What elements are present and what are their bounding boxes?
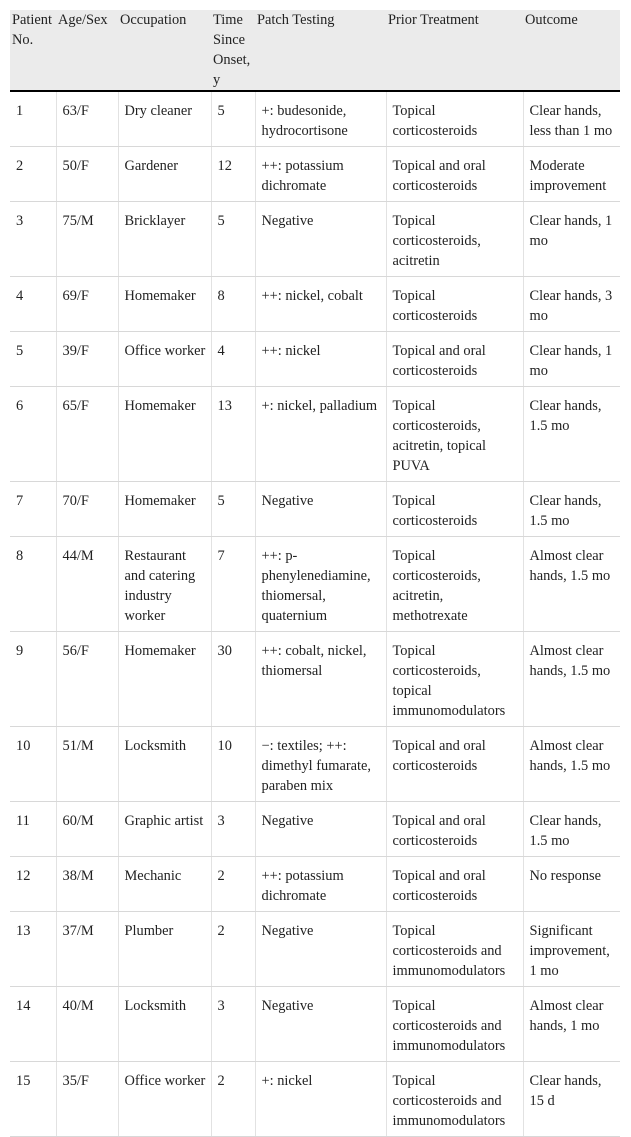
header-occupation: Occupation [118, 10, 211, 91]
cell-occupation: Homemaker [118, 277, 211, 332]
cell-time-since-onset: 10 [211, 727, 255, 802]
header-outcome: Outcome [523, 10, 620, 91]
cell-occupation: Restaurant and catering industry worker [118, 537, 211, 632]
cell-patient-no: 9 [10, 632, 56, 727]
cell-age-sex: 60/M [56, 802, 118, 857]
cell-occupation: Office worker [118, 332, 211, 387]
cell-patch-testing: Negative [255, 987, 386, 1062]
cell-time-since-onset: 7 [211, 537, 255, 632]
cell-outcome: Almost clear hands, 1 mo [523, 987, 620, 1062]
cell-occupation: Graphic artist [118, 802, 211, 857]
header-patient-no: Patient No. [10, 10, 56, 91]
table-row [10, 987, 620, 1062]
cell-patch-testing: ++: nickel, cobalt [255, 277, 386, 332]
cell-outcome: Clear hands, 1 mo [523, 332, 620, 387]
cell-prior-treatment: Topical corticosteroids, acitretin [386, 202, 523, 277]
table-row [10, 482, 620, 537]
cell-occupation: Gardener [118, 147, 211, 202]
cell-patient-no: 6 [10, 387, 56, 482]
cell-patch-testing: Negative [255, 482, 386, 537]
cell-time-since-onset: 3 [211, 802, 255, 857]
cell-outcome: Clear hands, 1.5 mo [523, 387, 620, 482]
cell-prior-treatment: Topical and oral corticosteroids [386, 802, 523, 857]
cell-patch-testing: +: nickel [255, 1062, 386, 1137]
cell-age-sex: 75/M [56, 202, 118, 277]
cell-age-sex: 35/F [56, 1062, 118, 1137]
table-row [10, 1062, 620, 1137]
cell-outcome: Clear hands, 1.5 mo [523, 802, 620, 857]
cell-patch-testing: ++: nickel [255, 332, 386, 387]
cell-patient-no: 13 [10, 912, 56, 987]
cell-outcome: No response [523, 857, 620, 912]
table-row [10, 632, 620, 727]
cell-age-sex: 69/F [56, 277, 118, 332]
cell-time-since-onset: 12 [211, 147, 255, 202]
cell-age-sex: 56/F [56, 632, 118, 727]
cell-occupation: Mechanic [118, 857, 211, 912]
cell-time-since-onset: 5 [211, 482, 255, 537]
cell-time-since-onset: 2 [211, 1062, 255, 1137]
header-age-sex: Age/Sex [56, 10, 118, 91]
cell-prior-treatment: Topical and oral corticosteroids [386, 147, 523, 202]
table-row [10, 332, 620, 387]
cell-patch-testing: ++: p-phenylenediamine, thiomersal, quaternium [255, 537, 386, 632]
cell-age-sex: 39/F [56, 332, 118, 387]
cell-occupation: Plumber [118, 912, 211, 987]
cell-prior-treatment: Topical corticosteroids and immunomodulators [386, 912, 523, 987]
cell-outcome: Almost clear hands, 1.5 mo [523, 537, 620, 632]
cell-patch-testing: +: nickel, palladium [255, 387, 386, 482]
cell-age-sex: 51/M [56, 727, 118, 802]
cell-prior-treatment: Topical corticosteroids and immunomodulators [386, 1062, 523, 1137]
cell-patient-no: 1 [10, 91, 56, 147]
cell-patient-no: 12 [10, 857, 56, 912]
header-time-since-onset: Time Since Onset, y [211, 10, 255, 91]
header-row [10, 10, 620, 91]
patient-table-container [10, 10, 620, 1137]
table-header [10, 10, 620, 91]
cell-occupation: Bricklayer [118, 202, 211, 277]
cell-patient-no: 10 [10, 727, 56, 802]
cell-patch-testing: Negative [255, 802, 386, 857]
table-row [10, 91, 620, 147]
cell-patient-no: 4 [10, 277, 56, 332]
cell-age-sex: 37/M [56, 912, 118, 987]
cell-outcome: Clear hands, 15 d [523, 1062, 620, 1137]
cell-patch-testing: ++: potassium dichromate [255, 857, 386, 912]
table-row [10, 912, 620, 987]
table-row [10, 857, 620, 912]
cell-patch-testing: Negative [255, 202, 386, 277]
cell-outcome: Almost clear hands, 1.5 mo [523, 632, 620, 727]
cell-patient-no: 11 [10, 802, 56, 857]
cell-age-sex: 38/M [56, 857, 118, 912]
cell-patient-no: 3 [10, 202, 56, 277]
cell-time-since-onset: 13 [211, 387, 255, 482]
cell-time-since-onset: 2 [211, 857, 255, 912]
cell-outcome: Significant improvement, 1 mo [523, 912, 620, 987]
cell-age-sex: 65/F [56, 387, 118, 482]
cell-outcome: Clear hands, 3 mo [523, 277, 620, 332]
table-row [10, 537, 620, 632]
table-row [10, 202, 620, 277]
cell-prior-treatment: Topical and oral corticosteroids [386, 727, 523, 802]
cell-outcome: Clear hands, less than 1 mo [523, 91, 620, 147]
cell-occupation: Dry cleaner [118, 91, 211, 147]
cell-occupation: Homemaker [118, 387, 211, 482]
cell-time-since-onset: 2 [211, 912, 255, 987]
cell-time-since-onset: 4 [211, 332, 255, 387]
cell-patient-no: 5 [10, 332, 56, 387]
cell-occupation: Homemaker [118, 632, 211, 727]
cell-patient-no: 14 [10, 987, 56, 1062]
table-row [10, 727, 620, 802]
cell-time-since-onset: 3 [211, 987, 255, 1062]
cell-age-sex: 44/M [56, 537, 118, 632]
cell-prior-treatment: Topical corticosteroids [386, 482, 523, 537]
cell-prior-treatment: Topical corticosteroids and immunomodulators [386, 987, 523, 1062]
cell-occupation: Locksmith [118, 987, 211, 1062]
cell-age-sex: 63/F [56, 91, 118, 147]
cell-outcome: Almost clear hands, 1.5 mo [523, 727, 620, 802]
cell-prior-treatment: Topical and oral corticosteroids [386, 332, 523, 387]
cell-outcome: Moderate improvement [523, 147, 620, 202]
cell-prior-treatment: Topical corticosteroids, topical immunomodulators [386, 632, 523, 727]
cell-time-since-onset: 5 [211, 91, 255, 147]
cell-occupation: Locksmith [118, 727, 211, 802]
cell-age-sex: 40/M [56, 987, 118, 1062]
cell-prior-treatment: Topical corticosteroids, acitretin, methotrexate [386, 537, 523, 632]
table-row [10, 277, 620, 332]
cell-outcome: Clear hands, 1.5 mo [523, 482, 620, 537]
cell-prior-treatment: Topical corticosteroids, acitretin, topical PUVA [386, 387, 523, 482]
cell-prior-treatment: Topical corticosteroids [386, 91, 523, 147]
cell-time-since-onset: 5 [211, 202, 255, 277]
cell-patch-testing: +: budesonide, hydrocortisone [255, 91, 386, 147]
table-body [10, 91, 620, 1137]
cell-outcome: Clear hands, 1 mo [523, 202, 620, 277]
cell-patch-testing: −: textiles; ++: dimethyl fumarate, paraben mix [255, 727, 386, 802]
cell-patch-testing: ++: cobalt, nickel, thiomersal [255, 632, 386, 727]
table-row [10, 802, 620, 857]
cell-patient-no: 8 [10, 537, 56, 632]
patient-table [10, 10, 620, 1137]
header-patch-testing: Patch Testing [255, 10, 386, 91]
cell-prior-treatment: Topical corticosteroids [386, 277, 523, 332]
cell-occupation: Homemaker [118, 482, 211, 537]
cell-patient-no: 15 [10, 1062, 56, 1137]
cell-occupation: Office worker [118, 1062, 211, 1137]
cell-patch-testing: ++: potassium dichromate [255, 147, 386, 202]
cell-age-sex: 70/F [56, 482, 118, 537]
table-row [10, 387, 620, 482]
header-prior-treatment: Prior Treatment [386, 10, 523, 91]
cell-time-since-onset: 30 [211, 632, 255, 727]
cell-patient-no: 7 [10, 482, 56, 537]
cell-time-since-onset: 8 [211, 277, 255, 332]
cell-patient-no: 2 [10, 147, 56, 202]
cell-prior-treatment: Topical and oral corticosteroids [386, 857, 523, 912]
table-row [10, 147, 620, 202]
cell-age-sex: 50/F [56, 147, 118, 202]
cell-patch-testing: Negative [255, 912, 386, 987]
